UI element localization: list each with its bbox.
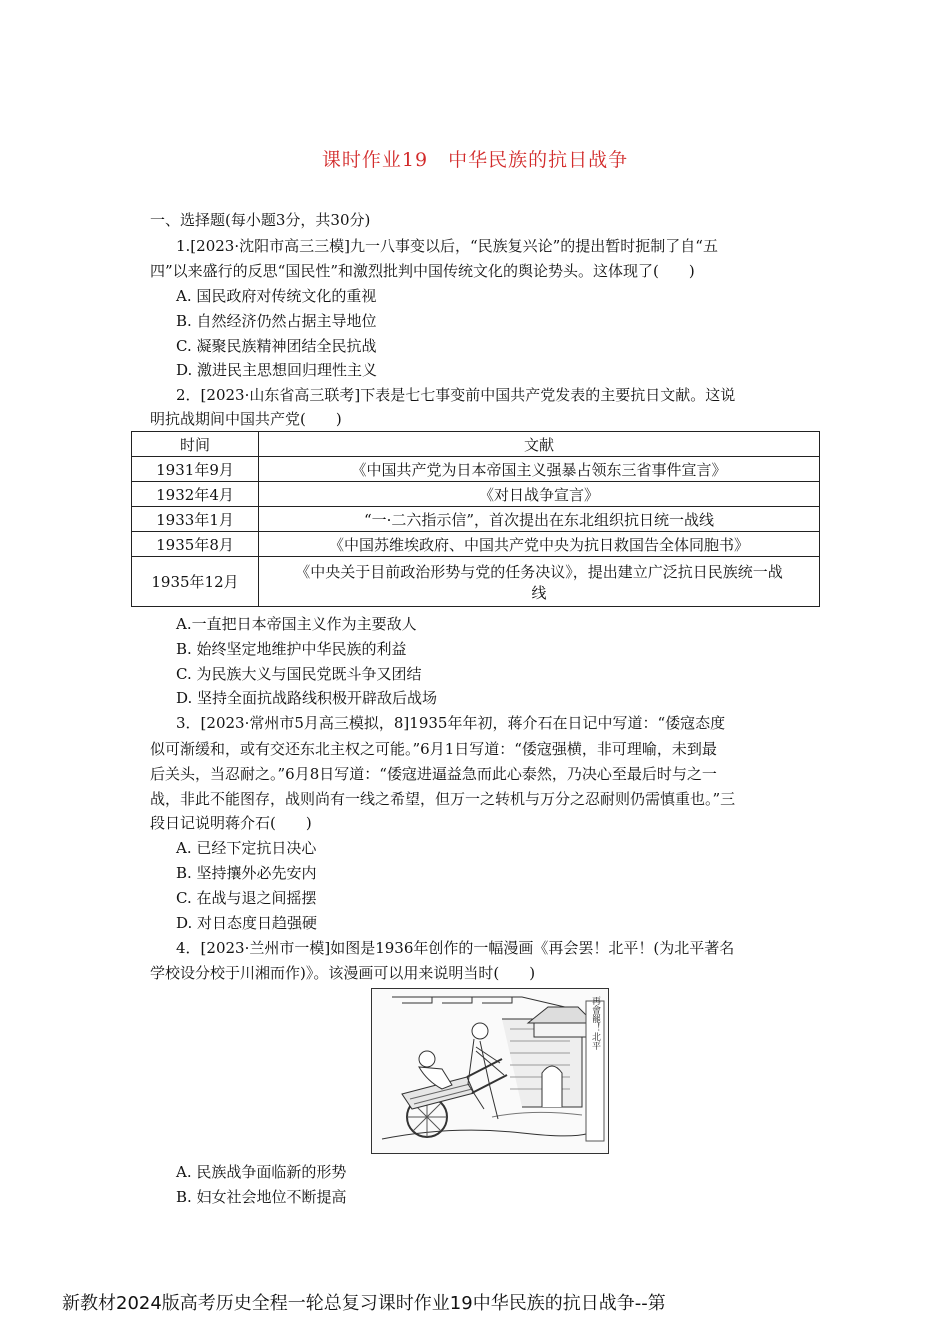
table-cell-time: 1935年12月 bbox=[132, 557, 259, 607]
q4-option-a: A. 民族战争面临新的形势 bbox=[176, 1163, 347, 1181]
footer-caption: 新教材2024版高考历史全程一轮总复习课时作业19中华民族的抗日战争--第 bbox=[62, 1293, 666, 1314]
table-cell-time: 1935年8月 bbox=[132, 532, 259, 557]
table-row bbox=[132, 457, 820, 482]
table-row bbox=[132, 532, 820, 557]
q1-stem-line2: 四”以来盛行的反思“国民性”和激烈批判中国传统文化的舆论势头。这体现了( ) bbox=[150, 262, 695, 280]
q1-option-d: D. 激进民主思想回归理性主义 bbox=[176, 361, 378, 379]
table-row bbox=[132, 507, 820, 532]
table-header-row bbox=[132, 432, 820, 457]
table-cell-document: 《中国苏维埃政府、中国共产党中央为抗日救国告全体同胞书》 bbox=[259, 532, 820, 557]
table-cell-document bbox=[259, 557, 820, 607]
table-cell-time: 1933年1月 bbox=[132, 507, 259, 532]
q2-stem-line2: 明抗战期间中国共产党( ) bbox=[150, 410, 342, 428]
q3-line4: 战，非此不能图存，战则尚有一线之希望，但万一之转机与万分之忍耐则仍需慎重也。”三 bbox=[150, 790, 736, 808]
q3-line1: 3．[2023·常州市5月高三模拟，8]1935年年初，蒋介石在日记中写道：“倭寇态度 bbox=[176, 714, 726, 732]
table-cell-document: “一·二六指示信”，首次提出在东北组织抗日统一战线 bbox=[259, 507, 820, 532]
q2-option-a: A.一直把日本帝国主义作为主要敌人 bbox=[176, 615, 417, 633]
q2-option-c: C. 为民族大义与国民党既斗争又团结 bbox=[176, 665, 422, 683]
q2-option-b: B. 始终坚定地维护中华民族的利益 bbox=[176, 640, 407, 658]
q3-option-d: D. 对日态度日趋强硬 bbox=[176, 914, 318, 932]
section-heading: 一、选择题(每小题3分，共30分) bbox=[150, 211, 371, 229]
page-title: 课时作业19 中华民族的抗日战争 bbox=[321, 149, 629, 171]
cartoon-caption: 再會罷！北平 bbox=[590, 996, 600, 1050]
table-header-document: 文献 bbox=[259, 432, 820, 457]
q2-option-d: D. 坚持全面抗战路线积极开辟敌后战场 bbox=[176, 689, 438, 707]
q4-stem-line1: 4．[2023·兰州市一模]如图是1936年创作的一幅漫画《再会罢！北平！(为北平著名 bbox=[176, 939, 735, 957]
table-row bbox=[132, 482, 820, 507]
q1-stem-line1: 1.[2023·沈阳市高三三模]九一八事变以后，“民族复兴论”的提出暂时扼制了自“五 bbox=[176, 237, 718, 255]
q1-option-b: B. 自然经济仍然占据主导地位 bbox=[176, 312, 377, 330]
cartoon-image bbox=[371, 988, 609, 1154]
q3-option-a: A. 已经下定抗日决心 bbox=[176, 839, 317, 857]
q3-line2: 似可渐缓和，或有交还东北主权之可能。”6月1日写道：“倭寇强横，非可理喻，未到最 bbox=[150, 740, 717, 758]
q3-line3: 后关头，当忍耐之。”6月8日写道：“倭寇进逼益急而此心泰然，乃决心至最后时与之一 bbox=[150, 765, 717, 783]
q1-option-c: C. 凝聚民族精神团结全民抗战 bbox=[176, 337, 377, 355]
q4-stem-line2: 学校设分校于川湘而作)》。该漫画可以用来说明当时( ) bbox=[150, 964, 536, 982]
table-cell-time: 1932年4月 bbox=[132, 482, 259, 507]
table-cell-document-line1: 《中央关于目前政治形势与党的任务决议》，提出建立广泛抗日民族统一战 bbox=[295, 562, 783, 581]
q3-option-c: C. 在战与退之间摇摆 bbox=[176, 889, 317, 907]
cartoon-drawing bbox=[372, 989, 608, 1153]
table-cell-document-line2: 线 bbox=[531, 583, 547, 602]
q4-option-b: B. 妇女社会地位不断提高 bbox=[176, 1188, 347, 1206]
q3-line5: 段日记说明蒋介石( ) bbox=[150, 814, 312, 832]
q3-option-b: B. 坚持攘外必先安内 bbox=[176, 864, 317, 882]
table-cell-document: 《对日战争宣言》 bbox=[259, 482, 820, 507]
table-cell-document: 《中国共产党为日本帝国主义强暴占领东三省事件宣言》 bbox=[259, 457, 820, 482]
table-row bbox=[132, 557, 820, 607]
q1-option-a: A. 国民政府对传统文化的重视 bbox=[176, 287, 377, 305]
table-cell-time: 1931年9月 bbox=[132, 457, 259, 482]
q2-stem-line1: 2．[2023·山东省高三联考]下表是七七事变前中国共产党发表的主要抗日文献。这说 bbox=[176, 386, 736, 404]
table-header-time: 时间 bbox=[132, 432, 259, 457]
documents-table bbox=[131, 431, 820, 607]
